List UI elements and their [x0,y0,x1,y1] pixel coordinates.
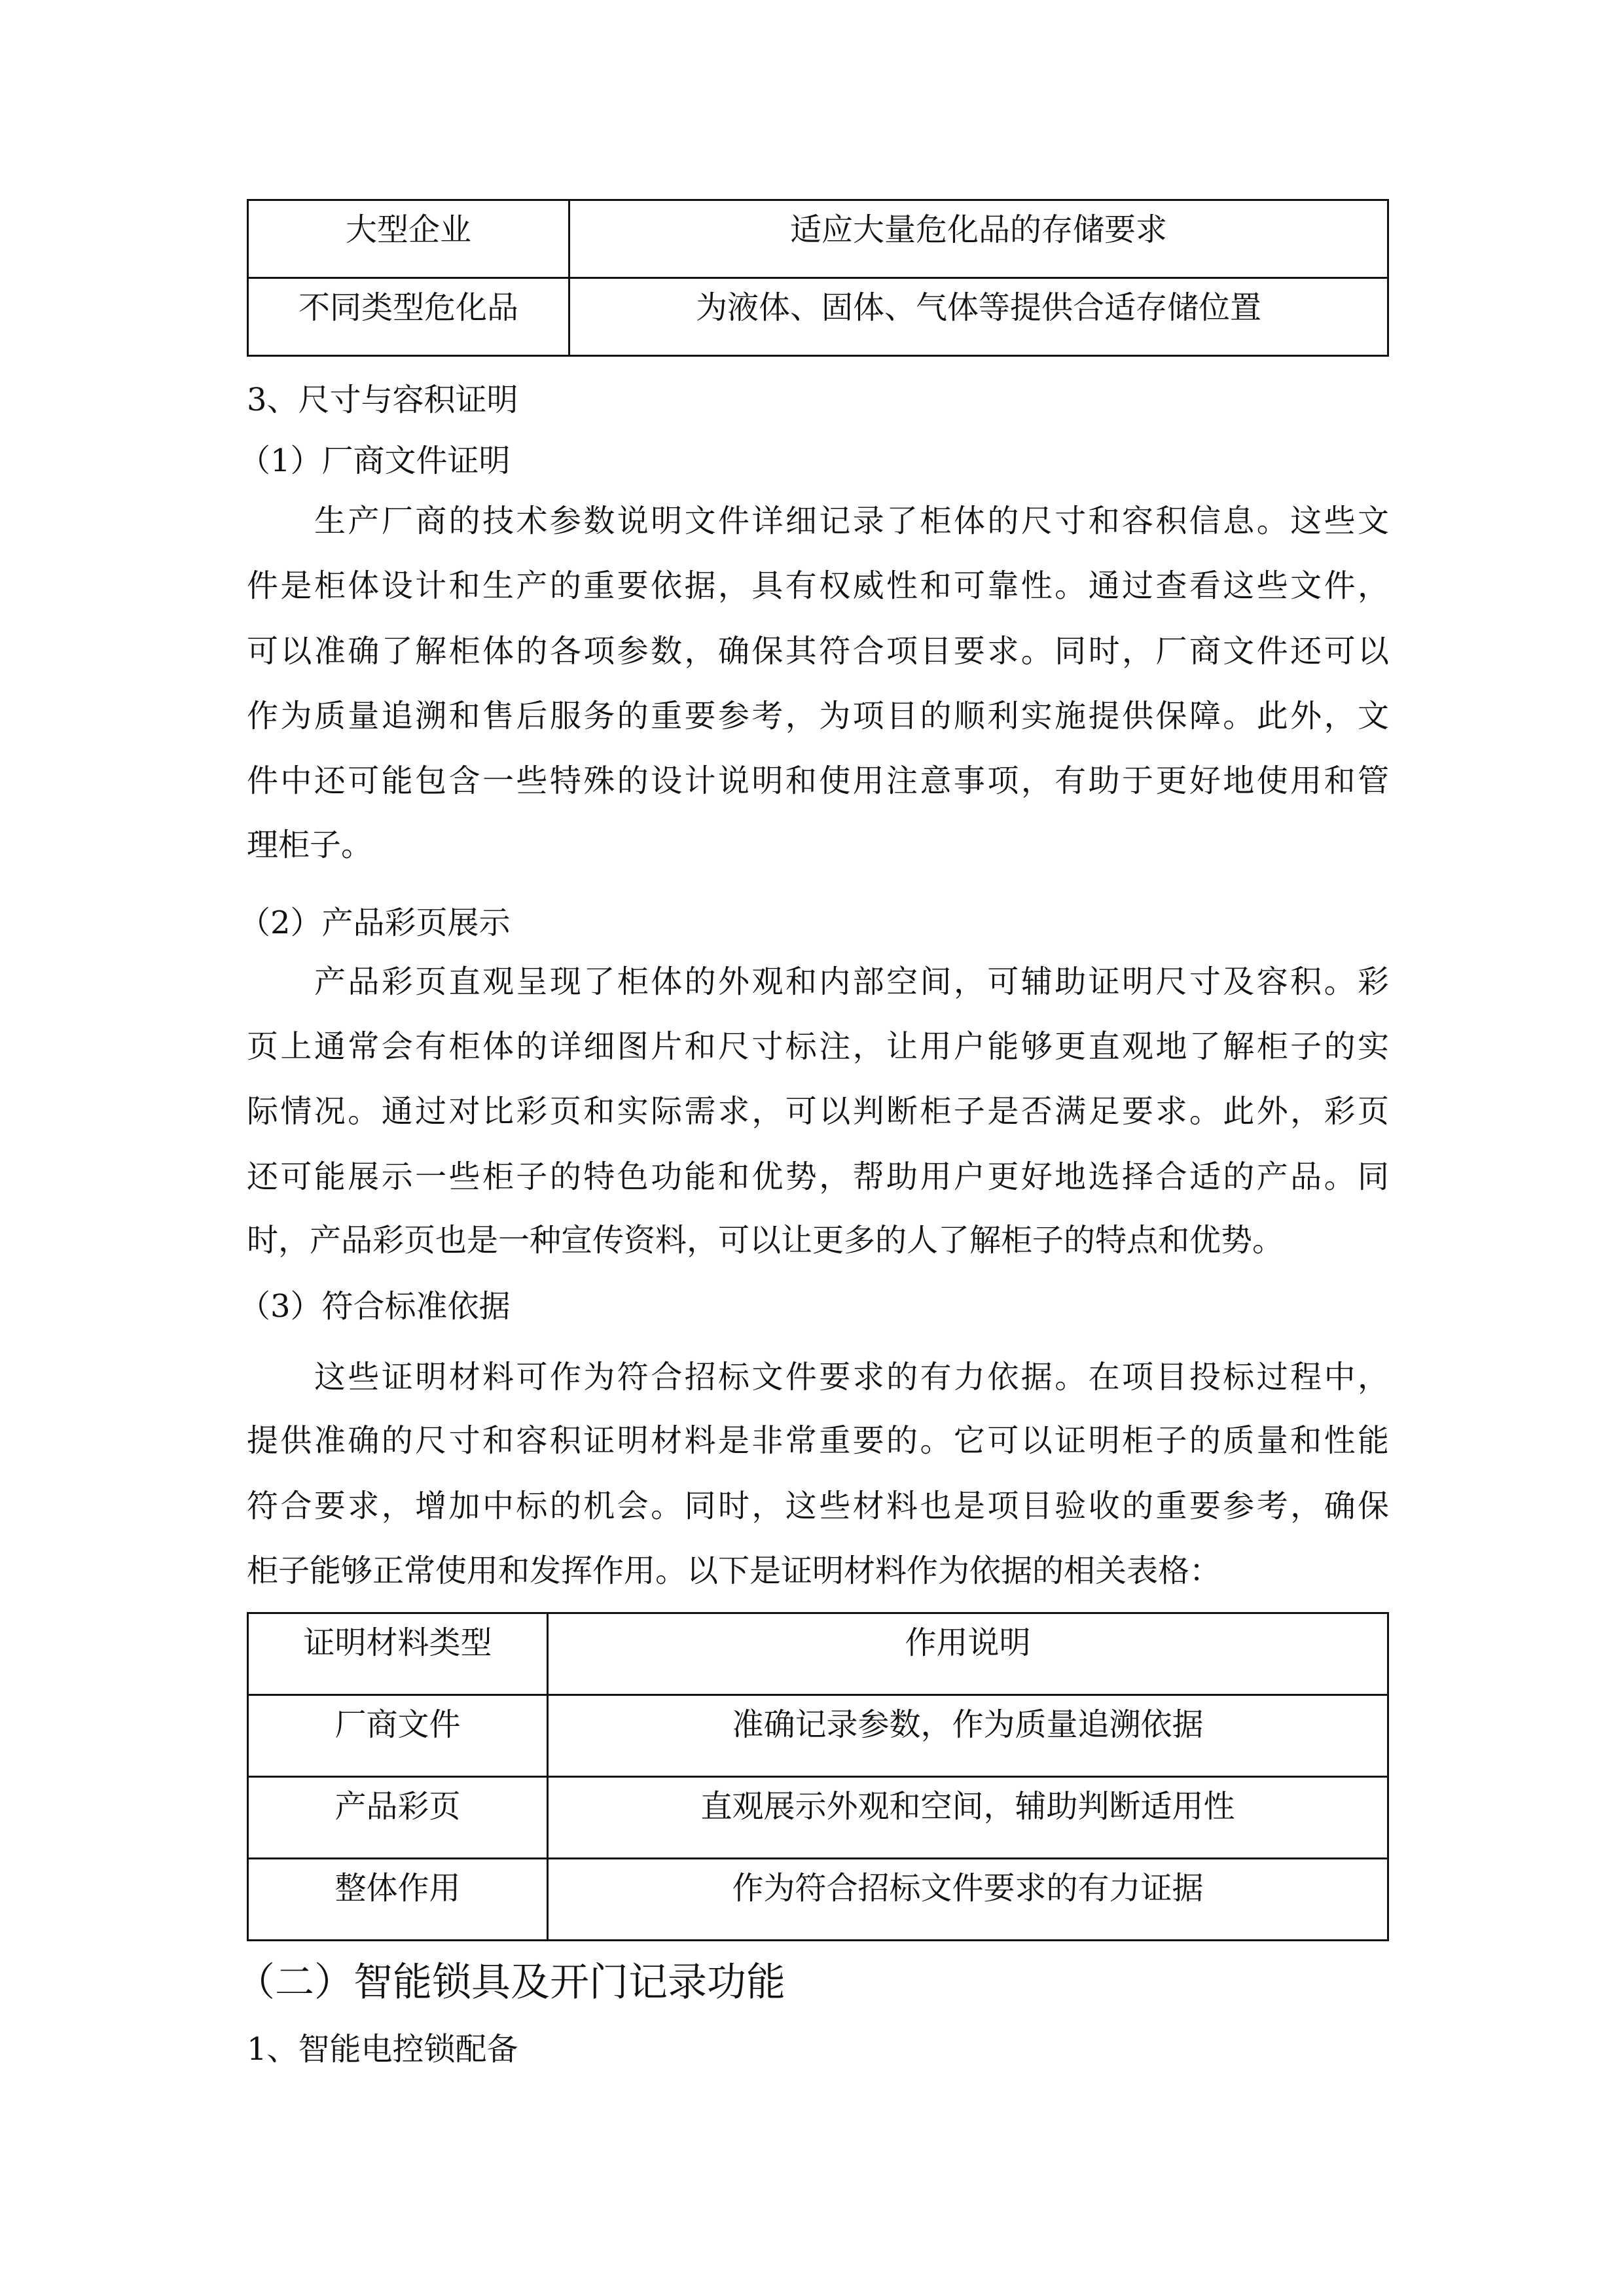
table-cell: 准确记录参数，作为质量追溯依据 [548,1695,1388,1777]
table-cell: 为液体、固体、气体等提供合适存储位置 [569,278,1388,356]
table-header-cell: 证明材料类型 [248,1613,548,1695]
paragraph-line: 符合要求，增加中标的机会。同时，这些材料也是项目验收的重要参考，确保 [247,1488,1389,1524]
table-storage-suitability [247,199,1389,357]
paragraph-line: 生产厂商的技术参数说明文件详细记录了柜体的尺寸和容积信息。这些文 [314,503,1389,539]
table-row [248,1859,1388,1941]
paragraph-line: 还可能展示一些柜子的特色功能和优势，帮助用户更好地选择合适的产品。同 [247,1158,1389,1195]
table-row [248,278,1388,356]
table-cell: 直观展示外观和空间，辅助判断适用性 [548,1777,1388,1859]
paragraph-line: 际情况。通过对比彩页和实际需求，可以判断柜子是否满足要求。此外，彩页 [247,1093,1389,1130]
paragraph-line: 件中还可能包含一些特殊的设计说明和使用注意事项，有助于更好地使用和管 [247,762,1389,799]
paragraph-line: 件是柜体设计和生产的重要依据，具有权威性和可靠性。通过查看这些文件， [247,567,1389,604]
table-cell: 厂商文件 [248,1695,548,1777]
subsection-heading: （2）产品彩页展示 [239,905,511,941]
table-cell: 作为符合招标文件要求的有力证据 [548,1859,1388,1941]
table-proof-materials [247,1612,1389,1941]
table-cell: 产品彩页 [248,1777,548,1859]
table-cell: 不同类型危化品 [248,278,569,356]
table-cell: 适应大量危化品的存储要求 [569,200,1388,278]
section-heading: 3、尺寸与容积证明 [247,382,518,418]
paragraph-line: 产品彩页直观呈现了柜体的外观和内部空间，可辅助证明尺寸及容积。彩 [314,963,1389,1000]
table-cell: 大型企业 [248,200,569,278]
section-heading: 1、智能电控锁配备 [247,2031,518,2068]
paragraph-line: 理柜子。 [247,827,373,863]
table-header-row [248,1613,1388,1695]
paragraph-line: 时，产品彩页也是一种宣传资料，可以让更多的人了解柜子的特点和优势。 [247,1222,1284,1259]
table-cell: 整体作用 [248,1859,548,1941]
table-header-cell: 作用说明 [548,1613,1388,1695]
paragraph-line: 提供准确的尺寸和容积证明材料是非常重要的。它可以证明柜子的质量和性能 [247,1422,1389,1459]
paragraph-line: 可以准确了解柜体的各项参数，确保其符合项目要求。同时，厂商文件还可以 [247,633,1389,670]
paragraph-line: 作为质量追溯和售后服务的重要参考，为项目的顺利实施提供保障。此外，文 [247,698,1389,734]
table-row [248,1695,1388,1777]
paragraph-line: 页上通常会有柜体的详细图片和尺寸标注，让用户能够更直观地了解柜子的实 [247,1028,1389,1065]
chapter-heading: （二）智能锁具及开门记录功能 [236,1960,785,2005]
table-row [248,1777,1388,1859]
subsection-heading: （1）厂商文件证明 [239,442,511,479]
subsection-heading: （3）符合标准依据 [239,1288,511,1325]
paragraph-line: 柜子能够正常使用和发挥作用。以下是证明材料作为依据的相关表格： [247,1552,1221,1589]
table-row [248,200,1388,278]
paragraph-line: 这些证明材料可作为符合招标文件要求的有力依据。在项目投标过程中， [314,1359,1389,1395]
